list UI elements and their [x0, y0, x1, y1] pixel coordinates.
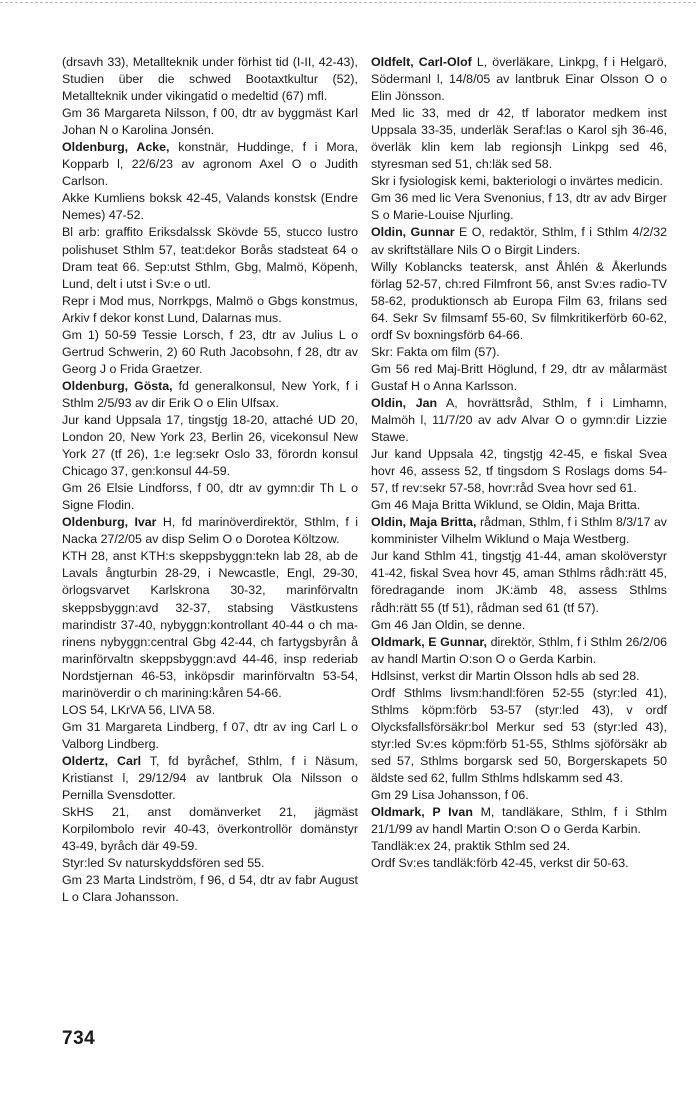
entry-text: Gm 36 Margareta Nilsson, f 00, dtr av byggmäst Karl Johan N o Karolina Jonsén. — [62, 106, 358, 138]
biography-paragraph — [62, 190, 358, 224]
entry-name: Oldin, Jan — [371, 395, 438, 410]
page-number: 734 — [62, 1028, 96, 1049]
entry-text: Skr: Fakta om film (57). — [371, 344, 500, 359]
entry-name: Oldin, Gunnar — [371, 225, 455, 240]
biography-paragraph — [62, 327, 358, 378]
entry-text: fd generalkonsul, New York, f i Sthlm 2/5/93 av dir Erik O o Elin Ulfsax. — [62, 378, 358, 410]
biography-entry-heading — [371, 514, 667, 548]
entry-name: Oldenburg, Acke, — [62, 140, 170, 155]
entry-text: Med lic 33, med dr 42, tf laborator medkem inst Uppsala 33-35, underläk Seraf:las o Karol sjh 36-46, överläk klin kem lab regionsjh Linkpg sed 46, styresman sed 51, ch:läk sed 58. — [371, 106, 667, 172]
entry-text: LOS 54, LKrVA 56, LIVA 58. — [62, 702, 216, 717]
biography-paragraph — [62, 293, 358, 327]
entry-text: L, överläkare, Linkpg, f i Helgarö, Södermanl l, 14/8/05 av lantbruk Einar Olsson O o Elin Jönsson. — [371, 55, 667, 104]
entry-text: Jur kand Sthlm 41, tingstjg 41-44, aman skolöverstyr 41-42, fiskal Svea hovr 45, aman Sthlms rådh:rätt 45, föredragande inom JK:ämb 48, assess Sthlms rådh:rätt 55 (tf 51), rådman sed 61 (tf 57). — [371, 549, 667, 615]
biography-entry-heading — [371, 54, 667, 105]
entry-text: (drsavh 33), Metallteknik under förhist tid (I-II, 42-43), Studien über die schwed Bootaxtkultur (52), Metallteknik under vikingatid o medeltid (67) mfl. — [62, 55, 358, 104]
biography-paragraph — [371, 855, 667, 872]
entry-text: Ordf Sthlms livsm:handl:fören 52-55 (styr:led 41), Sthlms köpm:förb 53-57 (styr:led 43), v ordf Olycksfallsförsäkr:bol Merkur sed 53 (styr:led 43), styr:led Sv:es köpm:förb 51-55, Sthlms sjöförsäkr ab sed 57, Sthlms borgarsk sed 50, Borgerskapets 50 äldste sed 62, fullm Sthlms hdlskamm sed 43. — [371, 685, 667, 785]
entry-text: KTH 28, anst KTH:s skeppsbyggn:tekn lab 28, ab de Lavals ångturbin 28-29, i Newcastle, Engl, 29-30, örlogsvarvet Karlskrona 30-32, marinförvaltn skeppsbyggn:avd 32-37, stabsing Västkustens marindistr 37-40, nybyggn:kontrollant 40-44 o ch marinens nybyggn:central Gbg 42-44, ch fartygsbyrån å marinförvaltn skeppsbyggn:avd 44-46, insp rederiab Nordstjernan 46-53, inköpsdir marinförvaltn 53-54, marinöverdir o ch marining:kåren 54-66. — [62, 549, 358, 700]
biography-paragraph — [371, 548, 667, 616]
biography-entry-heading — [371, 804, 667, 838]
entry-text: SkHS 21, anst domänverket 21, jägmäst Korpilombolo revir 40-43, överkontrollör domänstyr 43-49, byråch där 49-59. — [62, 805, 358, 854]
biography-paragraph — [62, 719, 358, 753]
biography-entry-heading — [62, 514, 358, 548]
entry-name: Oldin, Maja Britta, — [371, 515, 477, 530]
biography-paragraph — [62, 480, 358, 514]
entry-text: direktör, Sthlm, f i Sthlm 26/2/06 av handl Martin O:son O o Gerda Karbin. — [371, 634, 667, 666]
entry-text: Gm 1) 50-59 Tessie Lorsch, f 23, dtr av Julius L o Gertrud Schwerin, 2) 60 Ruth Jacobsohn, f 28, dtr av Georg J o Frida Graetzer. — [62, 327, 358, 376]
entry-text: Gm 36 med lic Vera Svenonius, f 13, dtr av adv Birger S o Marie-Louise Njurling. — [371, 191, 667, 223]
biography-paragraph — [62, 548, 358, 701]
biography-paragraph — [371, 259, 667, 344]
entry-name: Oldmark, P Ivan — [371, 805, 473, 820]
entry-text: Gm 26 Elsie Lindforss, f 00, dtr av gymn:dir Th L o Signe Flodin. — [62, 481, 358, 513]
entry-text: Ordf Sv:es tandläk:förb 42-45, verkst dir 50-63. — [371, 856, 629, 871]
biography-paragraph — [62, 412, 358, 480]
entry-text: T, fd byråchef, Sthlm, f i Näsum, Kristianst l, 29/12/94 av lantbruk Ola Nilsson o Pernilla Svensdotter. — [62, 753, 358, 803]
biography-entry-heading — [371, 634, 667, 668]
entry-text: Gm 29 Lisa Johansson, f 06. — [371, 788, 529, 803]
entry-text: Skr i fysiologisk kemi, bakteriologi o invärtes medicin. — [371, 174, 663, 189]
entry-text: H, fd marinöverdirektör, Sthlm, f i Nacka 27/2/05 av disp Selim O o Dorotea Költzow. — [62, 515, 358, 547]
entry-name: Oldmark, E Gunnar, — [371, 634, 487, 649]
entry-text: konstnär, Huddinge, f i Mora, Kopparb l, 22/6/23 av agronom Axel O o Judith Carlson. — [62, 140, 358, 189]
biography-entry-heading — [371, 395, 667, 446]
biography-paragraph — [62, 105, 358, 139]
biography-entry-heading — [371, 224, 667, 258]
biography-paragraph — [371, 685, 667, 787]
entry-text: rådman, Sthlm, f i Sthlm 8/3/17 av komminister Vilhelm Wiklund o Maja Westberg. — [371, 515, 667, 547]
entry-text: Repr i Mod mus, Norrkpgs, Malmö o Gbgs konstmus, Arkiv f dekor konst Lund, Dalarnas mus. — [62, 293, 358, 325]
biography-entry-heading — [62, 378, 358, 412]
biography-paragraph — [62, 702, 358, 719]
entry-text: Gm 46 Jan Oldin, se denne. — [371, 617, 526, 632]
biography-paragraph — [371, 361, 667, 395]
entry-text: Bl arb: graffito Eriksdalssk Skövde 55, stucco lustro polishuset Sthlm 57, teat:dekor Borås stadsteat 64 o Dram teat 66. Sep:utst Sthlm, Gbg, Malmö, Köpenh, Lund, delt i utst i Sv:e o utl. — [62, 225, 358, 291]
biography-paragraph — [371, 173, 667, 190]
right-column — [371, 54, 667, 872]
left-column — [62, 54, 358, 906]
entry-text: Akke Kumliens boksk 42-45, Valands konstsk (Endre Nemes) 47-52. — [62, 191, 358, 223]
entry-text: Jur kand Uppsala 17, tingstjg 18-20, attaché UD 20, London 20, New York 23, Berlin 26, vicekonsul New York 27 (tf 26), 1:e leg:sekr Oslo 33, förordn konsul Chicago 37, gen:konsul 44-59. — [62, 412, 358, 479]
entry-name: Oldenburg, Gösta, — [62, 378, 173, 393]
biography-paragraph — [371, 838, 667, 855]
entry-text: Gm 31 Margareta Lindberg, f 07, dtr av ing Carl L o Valborg Lindberg. — [62, 719, 358, 751]
entry-text: Tandläk:ex 24, praktik Sthlm sed 24. — [371, 839, 571, 854]
entry-text: Jur kand Uppsala 42, tingstjg 42-45, e fiskal Svea hovr 46, assess 52, tf tingsdom S Roslags doms 54-57, tf rev:sekr 57-58, hovr:råd Svea hovr sed 61. — [371, 447, 667, 496]
entry-text: M, tandläkare, Sthlm, f i Sthlm 21/1/99 av handl Martin O:son O o Gerda Karbin. — [371, 805, 667, 837]
biography-paragraph — [371, 446, 667, 497]
biography-paragraph — [371, 344, 667, 361]
entry-name: Oldertz, Carl — [62, 753, 142, 768]
entry-text: Styr:led Sv naturskyddsfören sed 55. — [62, 856, 265, 871]
entry-name: Oldenburg, Ivar — [62, 515, 157, 530]
entry-text: E O, redaktör, Sthlm, f i Sthlm 4/2/32 av skriftställare Nils O o Birgit Linders. — [371, 225, 667, 257]
biography-paragraph — [371, 617, 667, 634]
biography-paragraph — [371, 497, 667, 514]
top-edge-line — [0, 2, 696, 3]
biography-paragraph — [371, 105, 667, 173]
biography-paragraph — [371, 787, 667, 804]
biography-paragraph — [62, 872, 358, 906]
biography-paragraph — [62, 54, 358, 105]
biography-paragraph — [371, 668, 667, 685]
biography-entry-heading — [62, 753, 358, 804]
entry-text: Gm 23 Marta Lindström, f 96, d 54, dtr av fabr August L o Clara Johansson. — [62, 873, 358, 905]
biography-paragraph — [62, 224, 358, 292]
entry-text: Gm 46 Maja Britta Wiklund, se Oldin, Maja Britta. — [371, 498, 641, 513]
entry-text: A, hovrättsråd, Sthlm, f i Limhamn, Malmöh l, 11/7/20 av adv Alvar O o gymn:dir Lizzie Stawe. — [371, 395, 667, 445]
biography-entry-heading — [62, 139, 358, 190]
biography-paragraph — [371, 190, 667, 224]
entry-text: Gm 56 red Maj-Britt Höglund, f 29, dtr av målarmäst Gustaf H o Anna Karlsson. — [371, 361, 667, 393]
entry-text: Hdlsinst, verkst dir Martin Olsson hdls ab sed 28. — [371, 668, 640, 683]
entry-name: Oldfelt, Carl-Olof — [371, 55, 472, 69]
biography-paragraph — [62, 855, 358, 872]
entry-text: Willy Koblancks teatersk, anst Åhlén & Åkerlunds förlag 52-57, ch:red Filmfront 56, anst Sv:es radio-TV 58-62, produktionsch ab Europa Film 63, frilans sed 64. Sekr Sv filmsamf 55-60, Sv filmkritikerförb 60-62, ordf Sv boxningsförb 64-66. — [371, 259, 667, 342]
biography-paragraph — [62, 804, 358, 855]
